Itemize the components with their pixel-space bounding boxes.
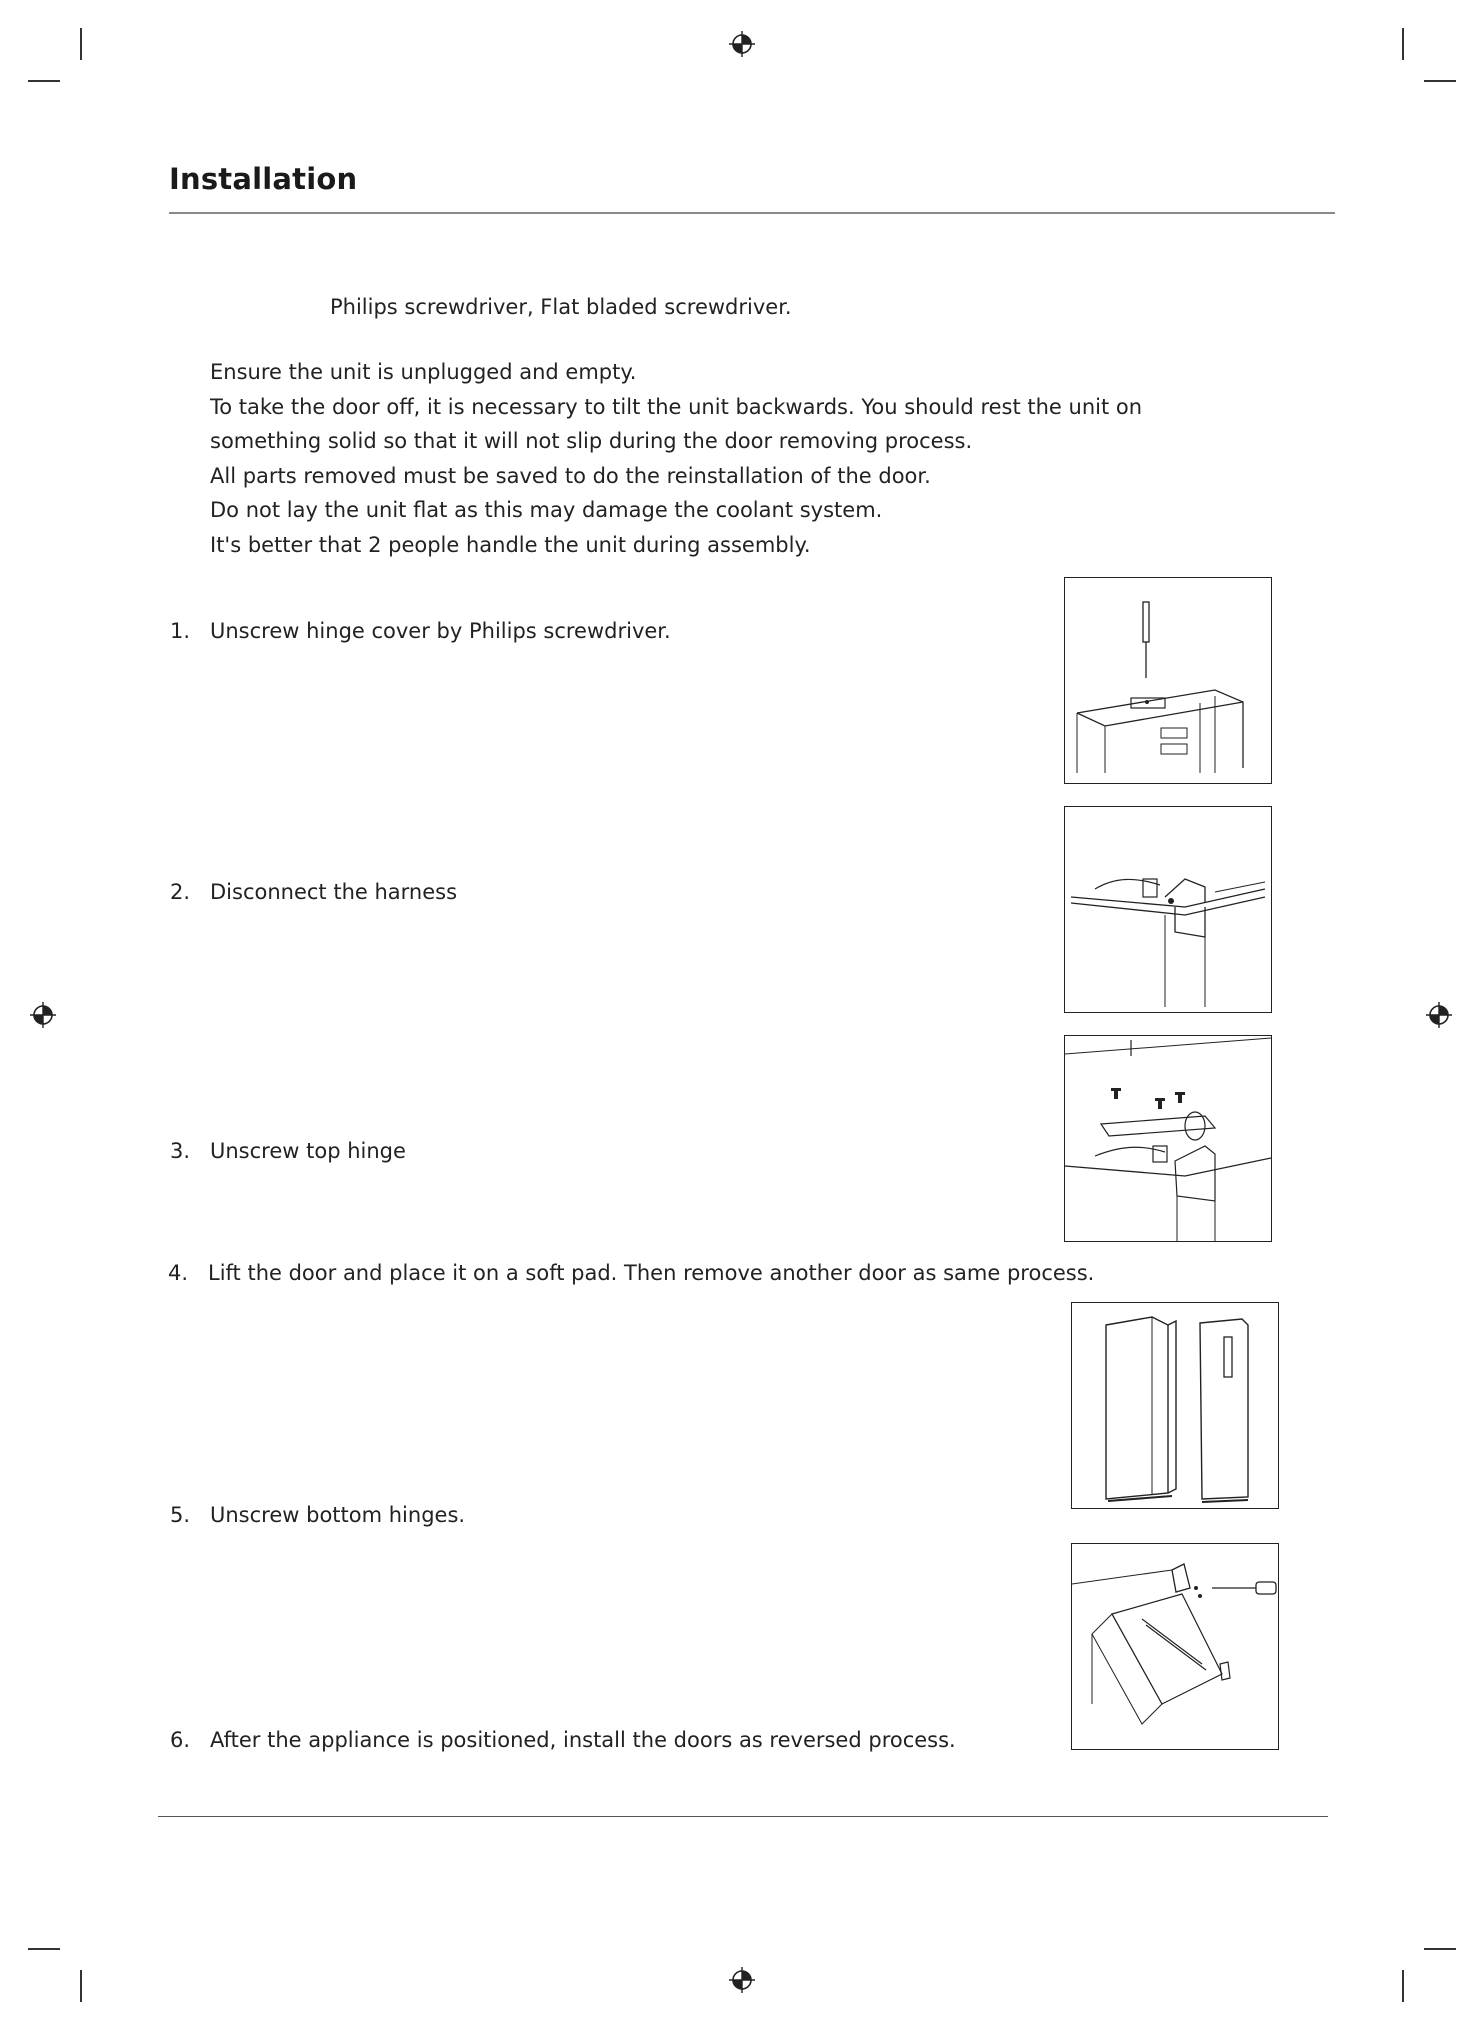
step-text: Unscrew top hinge bbox=[210, 1139, 406, 1163]
step-text: Unscrew hinge cover by Philips screwdriver. bbox=[210, 619, 671, 643]
note-line: Ensure the unit is unplugged and empty. bbox=[210, 360, 637, 384]
note-line: It's better that 2 people handle the unit during assembly. bbox=[210, 533, 811, 557]
step-text: After the appliance is positioned, install the doors as reversed process. bbox=[210, 1728, 956, 1752]
step-text: Disconnect the harness bbox=[210, 880, 458, 904]
crop-mark bbox=[1402, 28, 1404, 60]
note-line: All parts removed must be saved to do the reinstallation of the door. bbox=[210, 464, 931, 488]
tools-needed: Philips screwdriver, Flat bladed screwdriver. bbox=[330, 295, 792, 319]
figure-top-hinge bbox=[1064, 1035, 1272, 1242]
step-4 bbox=[168, 1256, 1094, 1291]
crop-mark bbox=[1424, 80, 1456, 82]
harness-connector-icon bbox=[1065, 807, 1271, 1012]
step-number: 4. bbox=[168, 1261, 189, 1285]
registration-mark-icon bbox=[728, 1966, 756, 1994]
step-6 bbox=[170, 1723, 956, 1758]
screwdriver-hinge-cover-icon bbox=[1065, 578, 1271, 783]
figure-hinge-cover bbox=[1064, 577, 1272, 784]
figure-bottom-hinge bbox=[1071, 1543, 1279, 1750]
crop-mark bbox=[1402, 1970, 1404, 2002]
step-number: 6. bbox=[170, 1728, 191, 1752]
step-3 bbox=[170, 1134, 406, 1169]
step-2 bbox=[170, 875, 457, 910]
registration-mark-icon bbox=[29, 1001, 57, 1029]
bottom-hinge-screwdriver-icon bbox=[1072, 1544, 1278, 1749]
page-title: Installation bbox=[169, 162, 358, 196]
step-5 bbox=[170, 1498, 465, 1533]
crop-mark bbox=[80, 28, 82, 60]
step-number: 3. bbox=[170, 1139, 191, 1163]
header-divider bbox=[169, 212, 1335, 214]
note-line: To take the door off, it is necessary to tilt the unit backwards. You should rest the unit on bbox=[210, 395, 1143, 419]
figure-harness bbox=[1064, 806, 1272, 1013]
top-hinge-screws-icon bbox=[1065, 1036, 1271, 1241]
footer-divider bbox=[158, 1816, 1328, 1817]
note-line: something solid so that it will not slip during the door removing process. bbox=[210, 429, 973, 453]
step-text: Unscrew bottom hinges. bbox=[210, 1503, 466, 1527]
step-number: 5. bbox=[170, 1503, 191, 1527]
crop-mark bbox=[28, 80, 60, 82]
step-1 bbox=[170, 614, 671, 649]
registration-mark-icon bbox=[728, 30, 756, 58]
figure-doors-removed bbox=[1071, 1302, 1279, 1509]
crop-mark bbox=[28, 1948, 60, 1950]
step-number: 1. bbox=[170, 619, 191, 643]
crop-mark bbox=[80, 1970, 82, 2002]
step-number: 2. bbox=[170, 880, 191, 904]
step-text: Lift the door and place it on a soft pad. Then remove another door as same process. bbox=[208, 1261, 1095, 1285]
doors-removed-icon bbox=[1072, 1303, 1278, 1508]
crop-mark bbox=[1424, 1948, 1456, 1950]
registration-mark-icon bbox=[1425, 1001, 1453, 1029]
note-line: Do not lay the unit flat as this may damage the coolant system. bbox=[210, 498, 883, 522]
